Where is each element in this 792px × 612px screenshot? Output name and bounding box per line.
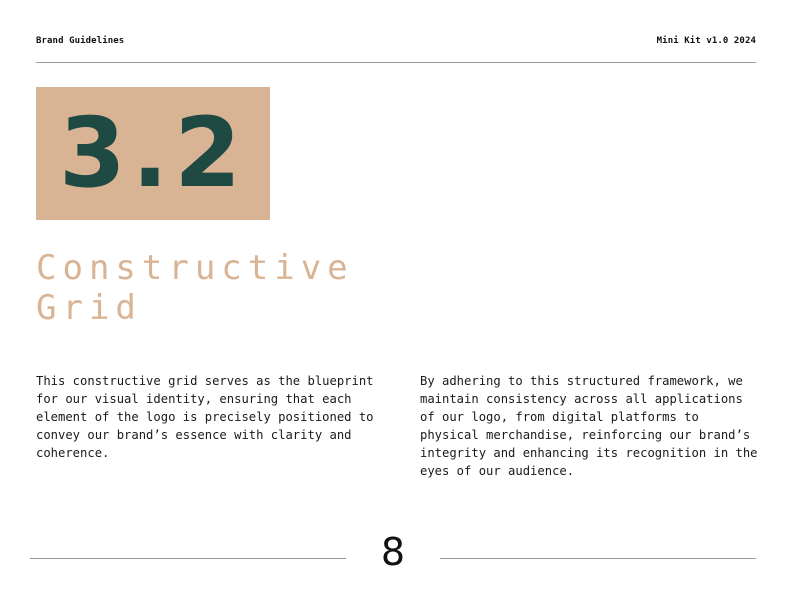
footer-divider-left — [30, 558, 346, 559]
section-title-line-1: Constructive — [36, 248, 354, 288]
kit-version: Mini Kit v1.0 2024 — [656, 36, 756, 46]
section-number: 3.2 — [58, 97, 248, 209]
body-paragraph-left: This constructive grid serves as the blueprint for our visual identity, ensuring that each element of the logo is precisely positioned to convey our brand’s essence with clarity and coherence. — [36, 374, 374, 460]
footer-divider-right — [440, 558, 756, 559]
section-title — [36, 248, 396, 328]
header-divider — [36, 62, 756, 63]
section-number-block — [36, 87, 270, 220]
section-title-line-2: Grid — [36, 288, 142, 328]
document-title: Brand Guidelines — [36, 36, 125, 46]
page-number: 8 — [380, 530, 406, 574]
body-paragraph-right: By adhering to this structured framework, we maintain consistency across all applications of our logo, from digital platforms to physical merchandise, reinforcing our brand’s integrity and enhancing its recognition in the eyes of our audience. — [420, 374, 758, 478]
